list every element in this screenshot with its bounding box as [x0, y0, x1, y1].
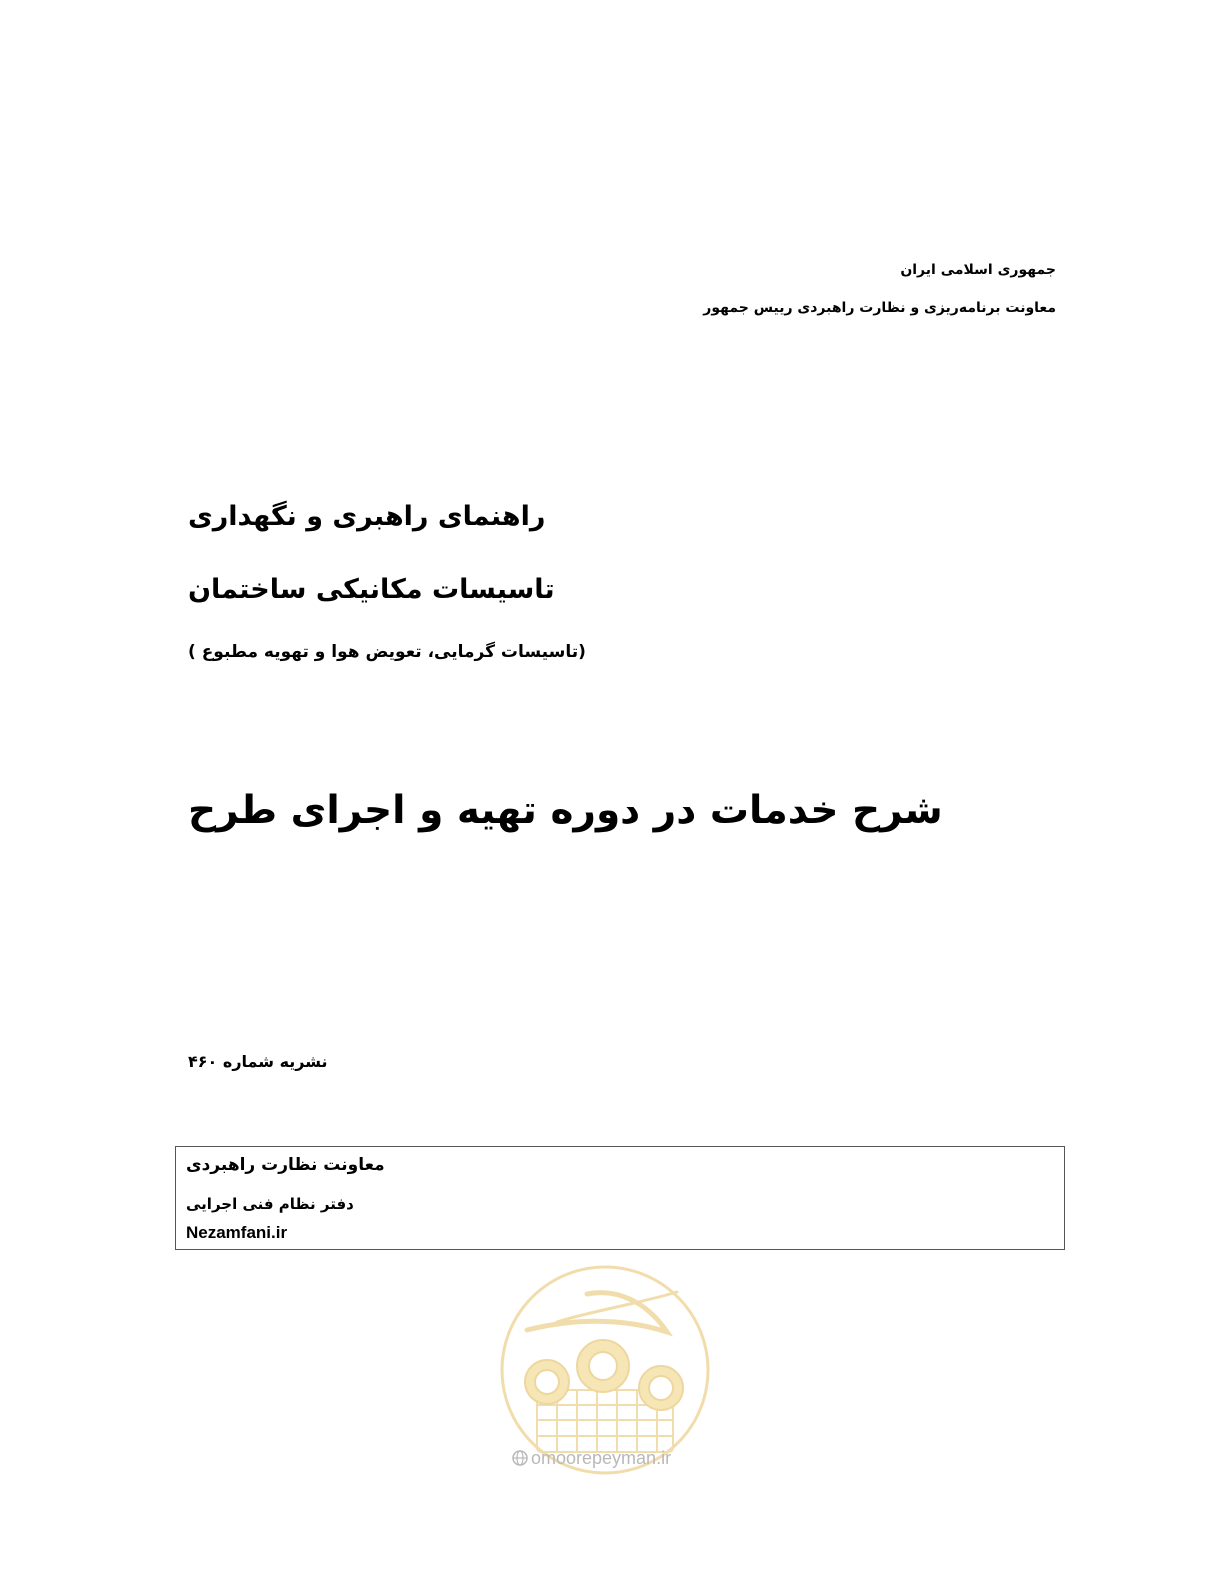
watermark-url-text: omoorepeyman.ir	[531, 1448, 672, 1468]
header-organization: معاونت برنامه‌ریزی و نظارت راهبردی رییس جمهور	[703, 300, 1056, 316]
watermark-url	[512, 1448, 671, 1469]
info-box	[175, 1146, 1065, 1250]
globe-icon	[512, 1450, 528, 1466]
title-line-2: تاسیسات مکانیکی ساختمان	[188, 574, 555, 605]
watermark-logo	[497, 1262, 713, 1478]
main-title: شرح خدمات در دوره تهیه و اجرای طرح	[188, 788, 943, 833]
title-line-1: راهنمای راهبری و نگهداری	[188, 501, 546, 532]
info-box-website[interactable]: Nezamfani.ir	[186, 1223, 288, 1242]
publication-number: نشریه شماره ۴۶۰	[188, 1052, 328, 1071]
info-box-department: معاونت نظارت راهبردی	[186, 1155, 385, 1175]
info-box-office: دفتر نظام فنی اجرایی	[186, 1195, 354, 1213]
title-subtitle: (تاسیسات گرمایی، تعویض هوا و تهویه مطبوع )	[188, 642, 586, 662]
header-country: جمهوری اسلامی ایران	[900, 262, 1056, 278]
